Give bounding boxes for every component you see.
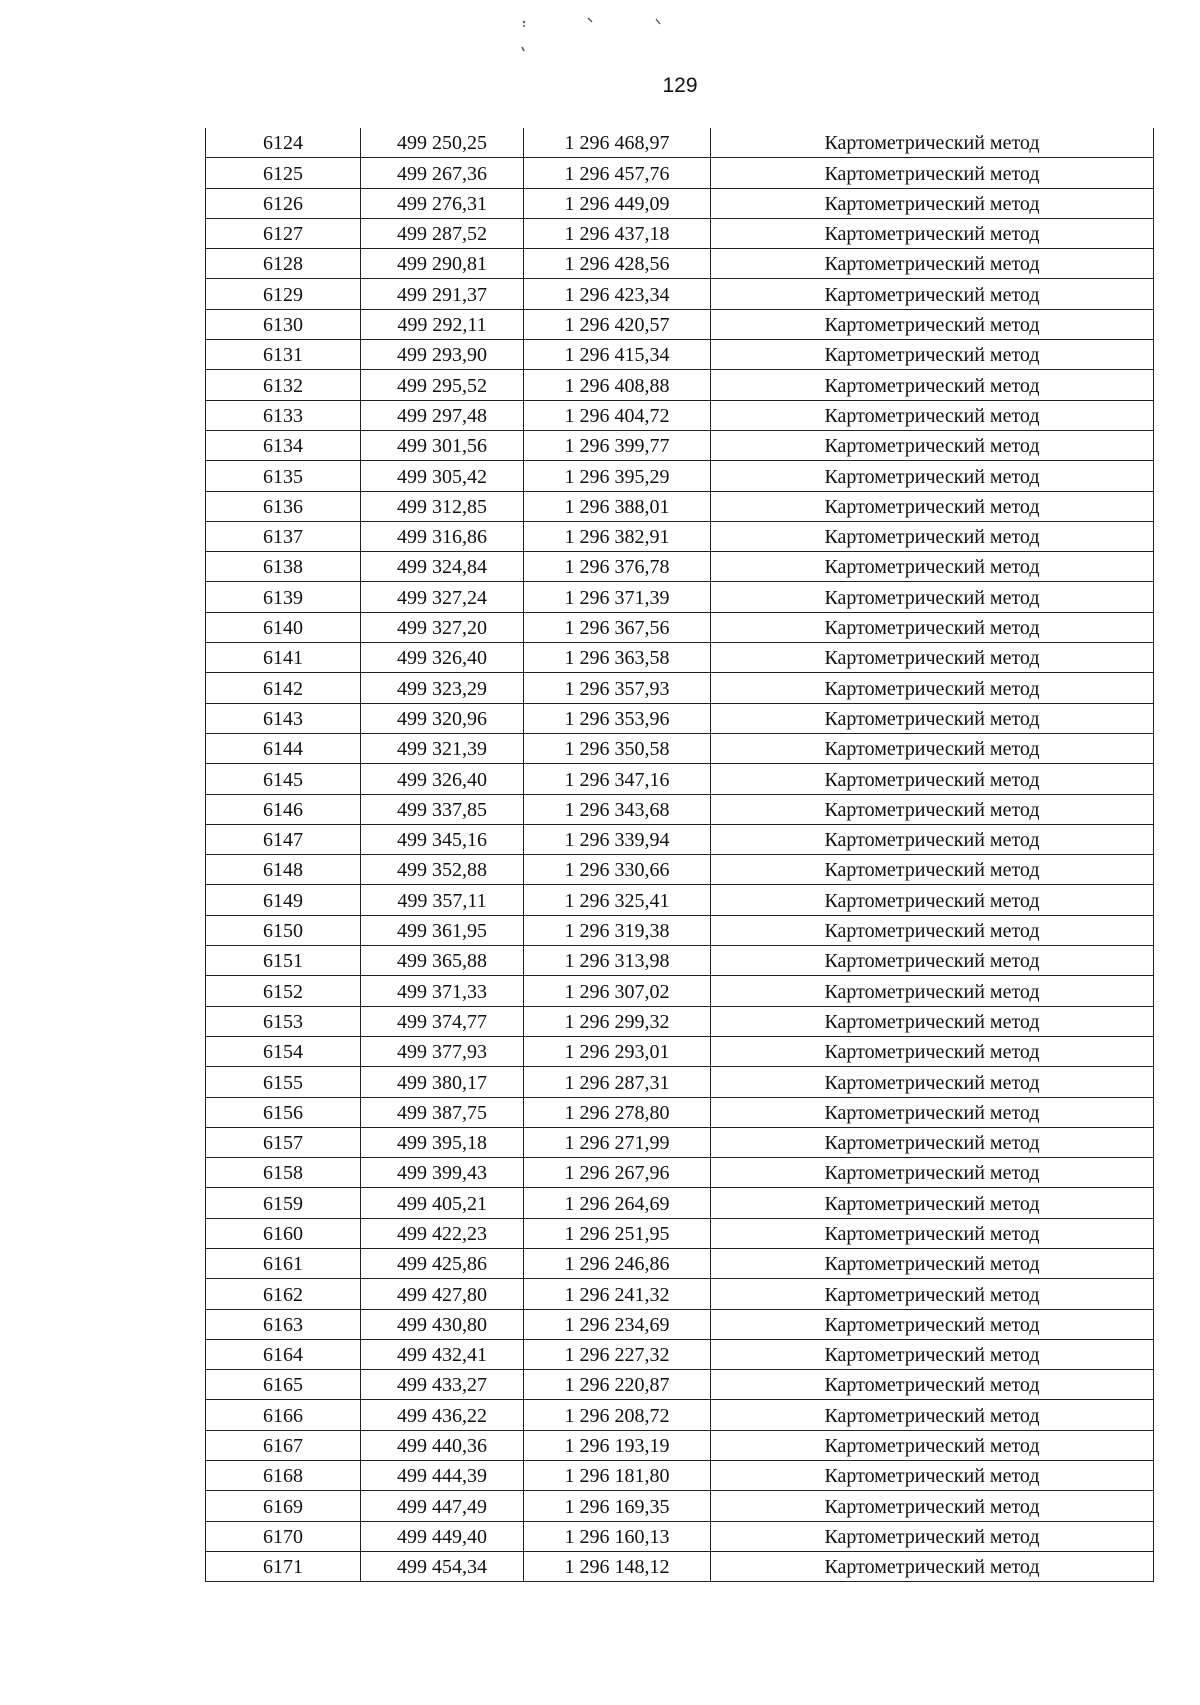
point-number-cell: 6167	[206, 1430, 361, 1460]
method-cell: Картометрический метод	[711, 400, 1154, 430]
y-coordinate-cell: 1 296 264,69	[524, 1188, 711, 1218]
point-number-cell: 6138	[206, 552, 361, 582]
x-coordinate-cell: 499 427,80	[361, 1279, 524, 1309]
point-number-cell: 6164	[206, 1339, 361, 1369]
method-cell: Картометрический метод	[711, 1097, 1154, 1127]
y-coordinate-cell: 1 296 208,72	[524, 1400, 711, 1430]
table-row	[206, 612, 1154, 642]
point-number-cell: 6155	[206, 1067, 361, 1097]
x-coordinate-cell: 499 327,24	[361, 582, 524, 612]
point-number-cell: 6163	[206, 1309, 361, 1339]
y-coordinate-cell: 1 296 330,66	[524, 855, 711, 885]
y-coordinate-cell: 1 296 395,29	[524, 461, 711, 491]
y-coordinate-cell: 1 296 278,80	[524, 1097, 711, 1127]
x-coordinate-cell: 499 295,52	[361, 370, 524, 400]
method-cell: Картометрический метод	[711, 673, 1154, 703]
method-cell: Картометрический метод	[711, 218, 1154, 248]
x-coordinate-cell: 499 321,39	[361, 733, 524, 763]
method-cell: Картометрический метод	[711, 1218, 1154, 1248]
table-row	[206, 1400, 1154, 1430]
x-coordinate-cell: 499 267,36	[361, 158, 524, 188]
method-cell: Картометрический метод	[711, 309, 1154, 339]
method-cell: Картометрический метод	[711, 430, 1154, 460]
x-coordinate-cell: 499 433,27	[361, 1370, 524, 1400]
method-cell: Картометрический метод	[711, 1521, 1154, 1551]
y-coordinate-cell: 1 296 353,96	[524, 703, 711, 733]
method-cell: Картометрический метод	[711, 491, 1154, 521]
point-number-cell: 6152	[206, 976, 361, 1006]
method-cell: Картометрический метод	[711, 1339, 1154, 1369]
method-cell: Картометрический метод	[711, 885, 1154, 915]
point-number-cell: 6150	[206, 915, 361, 945]
method-cell: Картометрический метод	[711, 370, 1154, 400]
x-coordinate-cell: 499 323,29	[361, 673, 524, 703]
page-number: 129	[662, 74, 698, 97]
table-row	[206, 976, 1154, 1006]
x-coordinate-cell: 499 301,56	[361, 430, 524, 460]
point-number-cell: 6160	[206, 1218, 361, 1248]
x-coordinate-cell: 499 320,96	[361, 703, 524, 733]
y-coordinate-cell: 1 296 399,77	[524, 430, 711, 460]
point-number-cell: 6124	[206, 128, 361, 158]
table-row	[206, 158, 1154, 188]
x-coordinate-cell: 499 326,40	[361, 764, 524, 794]
point-number-cell: 6130	[206, 309, 361, 339]
table-row	[206, 1127, 1154, 1157]
x-coordinate-cell: 499 287,52	[361, 218, 524, 248]
y-coordinate-cell: 1 296 357,93	[524, 673, 711, 703]
y-coordinate-cell: 1 296 347,16	[524, 764, 711, 794]
y-coordinate-cell: 1 296 251,95	[524, 1218, 711, 1248]
method-cell: Картометрический метод	[711, 824, 1154, 854]
scan-speck	[522, 47, 524, 51]
table-row	[206, 1309, 1154, 1339]
x-coordinate-cell: 499 293,90	[361, 340, 524, 370]
x-coordinate-cell: 499 374,77	[361, 1006, 524, 1036]
method-cell: Картометрический метод	[711, 612, 1154, 642]
point-number-cell: 6136	[206, 491, 361, 521]
table-row	[206, 915, 1154, 945]
method-cell: Картометрический метод	[711, 1279, 1154, 1309]
method-cell: Картометрический метод	[711, 1370, 1154, 1400]
method-cell: Картометрический метод	[711, 1491, 1154, 1521]
x-coordinate-cell: 499 305,42	[361, 461, 524, 491]
x-coordinate-cell: 499 444,39	[361, 1461, 524, 1491]
y-coordinate-cell: 1 296 220,87	[524, 1370, 711, 1400]
y-coordinate-cell: 1 296 367,56	[524, 612, 711, 642]
x-coordinate-cell: 499 440,36	[361, 1430, 524, 1460]
y-coordinate-cell: 1 296 319,38	[524, 915, 711, 945]
y-coordinate-cell: 1 296 299,32	[524, 1006, 711, 1036]
table-row	[206, 370, 1154, 400]
scan-specks	[520, 14, 680, 54]
table-row	[206, 733, 1154, 763]
y-coordinate-cell: 1 296 307,02	[524, 976, 711, 1006]
point-number-cell: 6146	[206, 794, 361, 824]
point-number-cell: 6157	[206, 1127, 361, 1157]
y-coordinate-cell: 1 296 325,41	[524, 885, 711, 915]
y-coordinate-cell: 1 296 382,91	[524, 521, 711, 551]
y-coordinate-cell: 1 296 181,80	[524, 1461, 711, 1491]
method-cell: Картометрический метод	[711, 1067, 1154, 1097]
point-number-cell: 6148	[206, 855, 361, 885]
table-row	[206, 1461, 1154, 1491]
method-cell: Картометрический метод	[711, 1430, 1154, 1460]
table-row	[206, 1279, 1154, 1309]
point-number-cell: 6132	[206, 370, 361, 400]
x-coordinate-cell: 499 422,23	[361, 1218, 524, 1248]
point-number-cell: 6147	[206, 824, 361, 854]
x-coordinate-cell: 499 326,40	[361, 643, 524, 673]
method-cell: Картометрический метод	[711, 643, 1154, 673]
method-cell: Картометрический метод	[711, 552, 1154, 582]
point-number-cell: 6129	[206, 279, 361, 309]
method-cell: Картометрический метод	[711, 521, 1154, 551]
table-row	[206, 1430, 1154, 1460]
point-number-cell: 6149	[206, 885, 361, 915]
method-cell: Картометрический метод	[711, 279, 1154, 309]
x-coordinate-cell: 499 449,40	[361, 1521, 524, 1551]
table-row	[206, 764, 1154, 794]
coordinates-table-body	[206, 128, 1154, 1582]
table-row	[206, 309, 1154, 339]
method-cell: Картометрический метод	[711, 1400, 1154, 1430]
x-coordinate-cell: 499 352,88	[361, 855, 524, 885]
table-row	[206, 218, 1154, 248]
point-number-cell: 6125	[206, 158, 361, 188]
x-coordinate-cell: 499 425,86	[361, 1248, 524, 1278]
scan-speck	[588, 18, 592, 22]
x-coordinate-cell: 499 276,31	[361, 188, 524, 218]
y-coordinate-cell: 1 296 415,34	[524, 340, 711, 370]
x-coordinate-cell: 499 380,17	[361, 1067, 524, 1097]
method-cell: Картометрический метод	[711, 340, 1154, 370]
table-row	[206, 885, 1154, 915]
x-coordinate-cell: 499 387,75	[361, 1097, 524, 1127]
table-row	[206, 1067, 1154, 1097]
method-cell: Картометрический метод	[711, 703, 1154, 733]
table-row	[206, 430, 1154, 460]
y-coordinate-cell: 1 296 423,34	[524, 279, 711, 309]
method-cell: Картометрический метод	[711, 158, 1154, 188]
method-cell: Картометрический метод	[711, 1248, 1154, 1278]
table-row	[206, 552, 1154, 582]
method-cell: Картометрический метод	[711, 794, 1154, 824]
x-coordinate-cell: 499 290,81	[361, 249, 524, 279]
table-row	[206, 491, 1154, 521]
y-coordinate-cell: 1 296 169,35	[524, 1491, 711, 1521]
x-coordinate-cell: 499 291,37	[361, 279, 524, 309]
table-row	[206, 643, 1154, 673]
point-number-cell: 6135	[206, 461, 361, 491]
y-coordinate-cell: 1 296 420,57	[524, 309, 711, 339]
point-number-cell: 6161	[206, 1248, 361, 1278]
table-row	[206, 1370, 1154, 1400]
point-number-cell: 6141	[206, 643, 361, 673]
method-cell: Картометрический метод	[711, 764, 1154, 794]
table-row	[206, 946, 1154, 976]
scan-speck	[523, 25, 525, 27]
point-number-cell: 6162	[206, 1279, 361, 1309]
table-row	[206, 824, 1154, 854]
point-number-cell: 6134	[206, 430, 361, 460]
x-coordinate-cell: 499 250,25	[361, 128, 524, 158]
y-coordinate-cell: 1 296 449,09	[524, 188, 711, 218]
scan-speck	[656, 19, 660, 24]
y-coordinate-cell: 1 296 193,19	[524, 1430, 711, 1460]
method-cell: Картометрический метод	[711, 733, 1154, 763]
point-number-cell: 6165	[206, 1370, 361, 1400]
point-number-cell: 6166	[206, 1400, 361, 1430]
x-coordinate-cell: 499 454,34	[361, 1551, 524, 1581]
point-number-cell: 6131	[206, 340, 361, 370]
x-coordinate-cell: 499 371,33	[361, 976, 524, 1006]
y-coordinate-cell: 1 296 376,78	[524, 552, 711, 582]
point-number-cell: 6154	[206, 1036, 361, 1066]
point-number-cell: 6153	[206, 1006, 361, 1036]
y-coordinate-cell: 1 296 428,56	[524, 249, 711, 279]
table-row	[206, 128, 1154, 158]
y-coordinate-cell: 1 296 388,01	[524, 491, 711, 521]
method-cell: Картометрический метод	[711, 249, 1154, 279]
method-cell: Картометрический метод	[711, 1551, 1154, 1581]
method-cell: Картометрический метод	[711, 461, 1154, 491]
table-row	[206, 1551, 1154, 1581]
y-coordinate-cell: 1 296 457,76	[524, 158, 711, 188]
point-number-cell: 6128	[206, 249, 361, 279]
x-coordinate-cell: 499 357,11	[361, 885, 524, 915]
scan-speck	[523, 21, 525, 23]
y-coordinate-cell: 1 296 339,94	[524, 824, 711, 854]
y-coordinate-cell: 1 296 160,13	[524, 1521, 711, 1551]
coordinates-table	[205, 128, 1154, 1582]
point-number-cell: 6139	[206, 582, 361, 612]
method-cell: Картометрический метод	[711, 1127, 1154, 1157]
y-coordinate-cell: 1 296 468,97	[524, 128, 711, 158]
method-cell: Картометрический метод	[711, 1036, 1154, 1066]
point-number-cell: 6158	[206, 1158, 361, 1188]
table-row	[206, 703, 1154, 733]
point-number-cell: 6143	[206, 703, 361, 733]
point-number-cell: 6169	[206, 1491, 361, 1521]
method-cell: Картометрический метод	[711, 188, 1154, 218]
x-coordinate-cell: 499 430,80	[361, 1309, 524, 1339]
y-coordinate-cell: 1 296 241,32	[524, 1279, 711, 1309]
point-number-cell: 6171	[206, 1551, 361, 1581]
x-coordinate-cell: 499 399,43	[361, 1158, 524, 1188]
y-coordinate-cell: 1 296 287,31	[524, 1067, 711, 1097]
point-number-cell: 6170	[206, 1521, 361, 1551]
table-row	[206, 1491, 1154, 1521]
x-coordinate-cell: 499 377,93	[361, 1036, 524, 1066]
table-row	[206, 279, 1154, 309]
table-row	[206, 1036, 1154, 1066]
point-number-cell: 6127	[206, 218, 361, 248]
y-coordinate-cell: 1 296 148,12	[524, 1551, 711, 1581]
x-coordinate-cell: 499 436,22	[361, 1400, 524, 1430]
x-coordinate-cell: 499 361,95	[361, 915, 524, 945]
table-row	[206, 855, 1154, 885]
x-coordinate-cell: 499 405,21	[361, 1188, 524, 1218]
point-number-cell: 6126	[206, 188, 361, 218]
y-coordinate-cell: 1 296 343,68	[524, 794, 711, 824]
method-cell: Картометрический метод	[711, 946, 1154, 976]
table-row	[206, 1188, 1154, 1218]
table-row	[206, 249, 1154, 279]
point-number-cell: 6145	[206, 764, 361, 794]
point-number-cell: 6142	[206, 673, 361, 703]
method-cell: Картометрический метод	[711, 1006, 1154, 1036]
table-row	[206, 1248, 1154, 1278]
x-coordinate-cell: 499 447,49	[361, 1491, 524, 1521]
table-row	[206, 1339, 1154, 1369]
point-number-cell: 6140	[206, 612, 361, 642]
x-coordinate-cell: 499 312,85	[361, 491, 524, 521]
method-cell: Картометрический метод	[711, 1188, 1154, 1218]
point-number-cell: 6168	[206, 1461, 361, 1491]
x-coordinate-cell: 499 345,16	[361, 824, 524, 854]
y-coordinate-cell: 1 296 371,39	[524, 582, 711, 612]
table-row	[206, 461, 1154, 491]
y-coordinate-cell: 1 296 246,86	[524, 1248, 711, 1278]
y-coordinate-cell: 1 296 234,69	[524, 1309, 711, 1339]
point-number-cell: 6151	[206, 946, 361, 976]
y-coordinate-cell: 1 296 267,96	[524, 1158, 711, 1188]
method-cell: Картометрический метод	[711, 1309, 1154, 1339]
point-number-cell: 6137	[206, 521, 361, 551]
method-cell: Картометрический метод	[711, 976, 1154, 1006]
method-cell: Картометрический метод	[711, 1158, 1154, 1188]
x-coordinate-cell: 499 365,88	[361, 946, 524, 976]
x-coordinate-cell: 499 432,41	[361, 1339, 524, 1369]
y-coordinate-cell: 1 296 350,58	[524, 733, 711, 763]
table-row	[206, 794, 1154, 824]
y-coordinate-cell: 1 296 404,72	[524, 400, 711, 430]
table-row	[206, 400, 1154, 430]
table-row	[206, 1158, 1154, 1188]
method-cell: Картометрический метод	[711, 915, 1154, 945]
y-coordinate-cell: 1 296 408,88	[524, 370, 711, 400]
x-coordinate-cell: 499 324,84	[361, 552, 524, 582]
method-cell: Картометрический метод	[711, 128, 1154, 158]
point-number-cell: 6159	[206, 1188, 361, 1218]
method-cell: Картометрический метод	[711, 582, 1154, 612]
x-coordinate-cell: 499 292,11	[361, 309, 524, 339]
table-row	[206, 1006, 1154, 1036]
y-coordinate-cell: 1 296 271,99	[524, 1127, 711, 1157]
method-cell: Картометрический метод	[711, 855, 1154, 885]
table-row	[206, 188, 1154, 218]
table-row	[206, 1521, 1154, 1551]
x-coordinate-cell: 499 316,86	[361, 521, 524, 551]
table-row	[206, 673, 1154, 703]
table-row	[206, 1097, 1154, 1127]
y-coordinate-cell: 1 296 437,18	[524, 218, 711, 248]
y-coordinate-cell: 1 296 227,32	[524, 1339, 711, 1369]
x-coordinate-cell: 499 337,85	[361, 794, 524, 824]
table-row	[206, 582, 1154, 612]
point-number-cell: 6133	[206, 400, 361, 430]
x-coordinate-cell: 499 395,18	[361, 1127, 524, 1157]
y-coordinate-cell: 1 296 293,01	[524, 1036, 711, 1066]
table-row	[206, 1218, 1154, 1248]
table-row	[206, 340, 1154, 370]
method-cell: Картометрический метод	[711, 1461, 1154, 1491]
point-number-cell: 6144	[206, 733, 361, 763]
x-coordinate-cell: 499 297,48	[361, 400, 524, 430]
y-coordinate-cell: 1 296 363,58	[524, 643, 711, 673]
y-coordinate-cell: 1 296 313,98	[524, 946, 711, 976]
point-number-cell: 6156	[206, 1097, 361, 1127]
table-row	[206, 521, 1154, 551]
x-coordinate-cell: 499 327,20	[361, 612, 524, 642]
